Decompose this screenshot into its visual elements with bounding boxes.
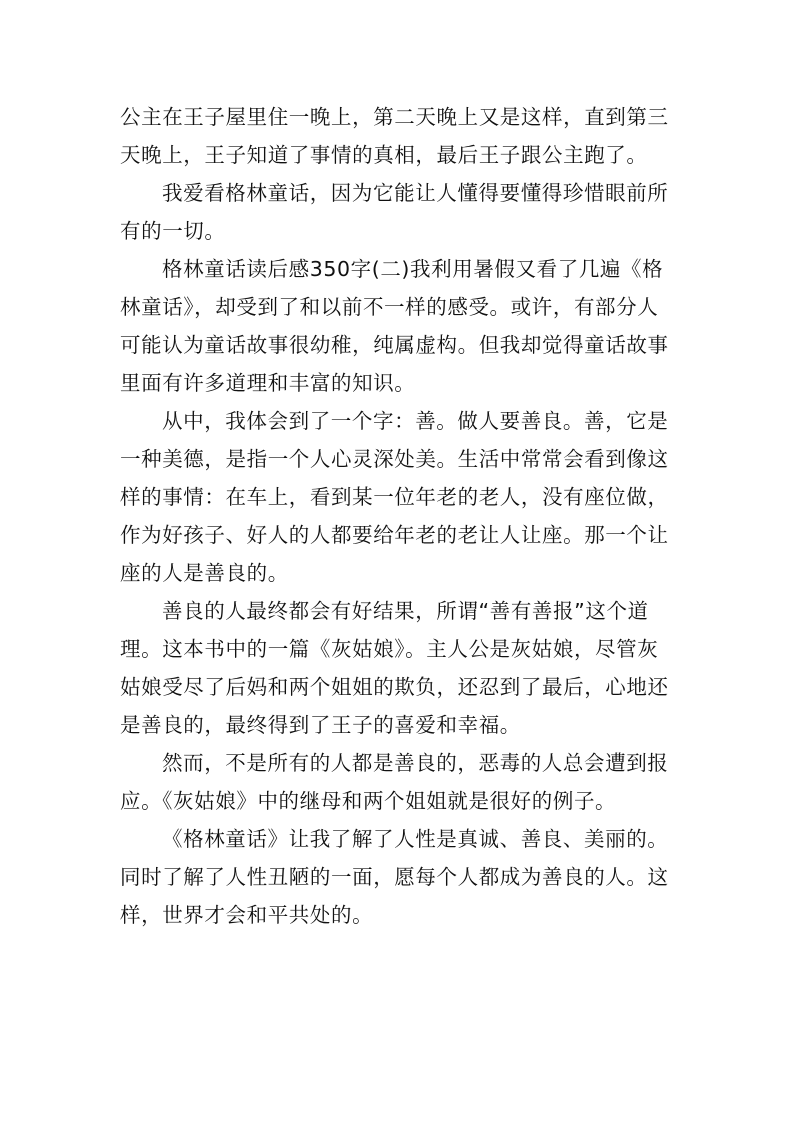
text-line: 姑娘受尽了后妈和两个姐姐的欺负，还忍到了最后，心地还: [120, 675, 669, 699]
text-line: 《格林童话》让我了解了人性是真诚、善良、美丽的。: [162, 827, 669, 851]
text-line: 里面有许多道理和丰富的知识。: [120, 371, 416, 395]
text-line: 然而，不是所有的人都是善良的，恶毒的人总会遭到报: [162, 751, 669, 775]
text-line: 林童话》，却受到了和以前不一样的感受。或许，有部分人: [120, 295, 659, 319]
paragraph-3: [120, 250, 690, 402]
paragraph-4: [120, 402, 690, 592]
text-line: 我爱看格林童话，因为它能让人懂得要懂得珍惜眼前所: [162, 181, 669, 205]
text-line: 从中，我体会到了一个字：善。做人要善良。善，它是: [162, 409, 669, 433]
text-line: 格林童话读后感350字(二)我利用暑假又看了几遍《格: [162, 257, 664, 281]
text-line: 应。《灰姑娘》中的继母和两个姐姐就是很好的例子。: [120, 789, 617, 813]
text-line: 天晚上，王子知道了事情的真相，最后王子跟公主跑了。: [120, 143, 648, 167]
text-line: 样，世界才会和平共处的。: [120, 903, 374, 927]
text-line: 一种美德，是指一个人心灵深处美。生活中常常会看到像这: [120, 447, 669, 471]
text-line: 理。这本书中的一篇《灰姑娘》。主人公是灰姑娘，尽管灰: [120, 637, 659, 661]
text-line: 善良的人最终都会有好结果，所谓“善有善报”这个道: [162, 599, 649, 623]
text-line: 有的一切。: [120, 219, 226, 243]
text-line: 座的人是善良的。: [120, 561, 289, 585]
text-line: 作为好孩子、好人的人都要给年老的老让人让座。那一个让: [120, 523, 669, 547]
text-line: 可能认为童话故事很幼稚，纯属虚构。但我却觉得童话故事: [120, 333, 669, 357]
text-line: 公主在王子屋里住一晚上，第二天晚上又是这样，直到第三: [120, 105, 669, 129]
text-line: 是善良的，最终得到了王子的喜爱和幸福。: [120, 713, 521, 737]
document-body: [120, 98, 690, 934]
paragraph-1: [120, 98, 690, 174]
paragraph-2: [120, 174, 690, 250]
text-line: 样的事情：在车上，看到某一位年老的老人，没有座位做，: [120, 485, 669, 509]
paragraph-6: [120, 744, 690, 820]
text-line: 同时了解了人性丑陋的一面，愿每个人都成为善良的人。这: [120, 865, 669, 889]
paragraph-5: [120, 592, 690, 744]
paragraph-7: [120, 820, 690, 934]
